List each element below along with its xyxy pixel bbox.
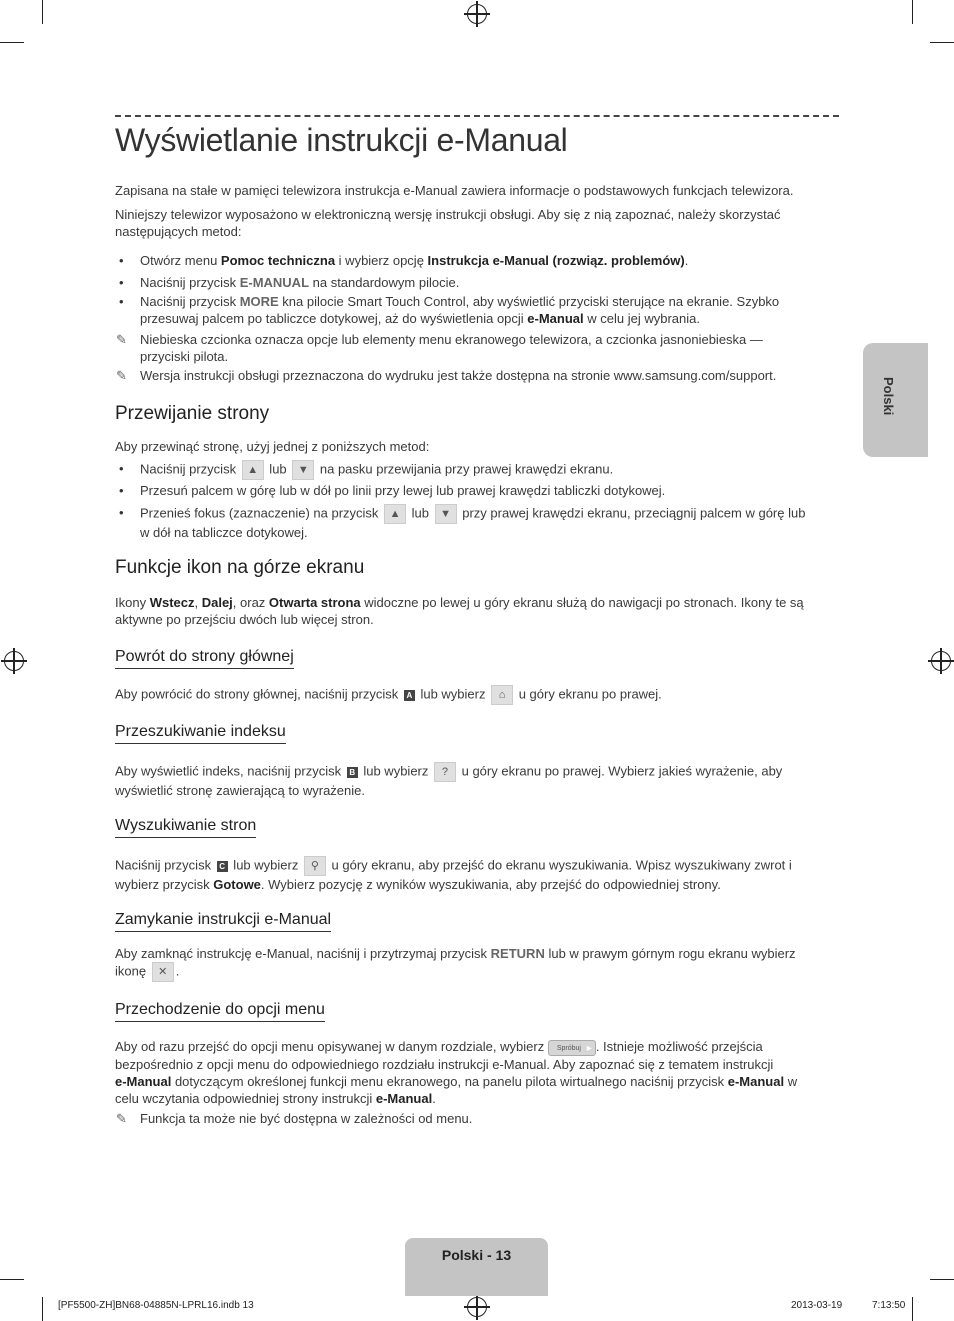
paragraph: Aby od razu przejść do opcji menu opisywanej w danym rozdziale, wybierz Spróbuj ▸ . Istnieje możliwość przejścia bezpośrednio z opcji menu do odpowiedniego rozdziału instrukcji e-Manual. Aby zapoznać się z tematem instrukcji e-Manual dotyczącym określonej funkcji menu ekranowego, na panelu pilota wirtualnego naciśnij przycisk e-Manual w celu wczytania odpowiedniej strony instrukcji e-Manual. — [115, 1038, 840, 1107]
section-heading: Funkcje ikon na górze ekranu — [115, 557, 365, 578]
scroll-up-icon: ▲ — [384, 504, 406, 524]
bullet: • — [119, 275, 124, 290]
note-pencil-icon: ✎ — [116, 332, 127, 347]
bullet: • — [119, 483, 124, 498]
file-info: [PF5500-ZH]BN68-04885N-LPRL16.indb 13 — [58, 1300, 254, 1311]
bullet: • — [119, 294, 124, 309]
note: Niebieska czcionka oznacza opcje lub elementy menu ekranowego telewizora, a czcionka jasnoniebieska — przyciski pilota. — [140, 332, 763, 364]
list-item: Otwórz menu Pomoc techniczna i wybierz opcję Instrukcja e-Manual (rozwiąz. problemów). — [140, 253, 689, 268]
crop-mark — [912, 1297, 913, 1321]
registration-mark-icon — [931, 651, 951, 671]
section-heading: Przewijanie strony — [115, 403, 270, 424]
page-number: Polski - 13 — [441, 1247, 512, 1263]
paragraph: Aby wyświetlić indeks, naciśnij przycisk B lub wybierz ? u góry ekranu po prawej. Wybierz jakieś wyrażenie, aby wyświetlić stronę zawierającą to wyrażenie. — [115, 763, 783, 798]
paragraph: Aby powrócić do strony głównej, naciśnij przycisk A lub wybierz ⌂ u góry ekranu po prawej. — [115, 685, 840, 705]
registration-mark-icon — [4, 651, 24, 671]
paragraph: Naciśnij przycisk C lub wybierz ⚲ u góry ekranu, aby przejść do ekranu wyszukiwania. Wpisz wyszukiwany zwrot i wybierz przycisk Gotowe. Wybierz pozycję z wyników wyszukiwania, aby przejść do odpowiedniej strony. — [115, 857, 792, 892]
try-now-button-icon: Spróbuj ▸ — [548, 1040, 596, 1056]
registration-mark-icon — [467, 4, 487, 24]
button-b-icon: B — [347, 767, 358, 778]
list-item: Naciśnij przycisk E-MANUAL na standardowym pilocie. — [140, 275, 460, 290]
list-item: Naciśnij przycisk MORE kna pilocie Smart Touch Control, aby wyświetlić przyciski sterujące na ekranie. Szybko przesuwaj palcem po tabliczce dotykowej, aż do wyświetlenia opcji e-Manual w celu jej wybrania. — [140, 294, 780, 326]
index-icon: ? — [434, 762, 456, 782]
subsection-heading: Powrót do strony głównej — [115, 648, 294, 669]
crop-mark — [930, 42, 954, 43]
subsection-heading: Przechodzenie do opcji menu — [115, 1001, 325, 1022]
note: Funkcja ta może nie być dostępna w zależności od menu. — [140, 1111, 473, 1126]
print-time: 7:13:50 — [872, 1300, 906, 1311]
bullet: • — [119, 253, 124, 268]
home-icon: ⌂ — [491, 685, 513, 705]
list-item: Przenieś fokus (zaznaczenie) na przycisk ▲ lub ▼ przy prawej krawędzi ekranu, przeciągnij palcem w górę lub w dół na tabliczce dotykowej. — [140, 505, 806, 540]
close-icon: ✕ — [152, 962, 174, 982]
button-c-icon: C — [217, 861, 228, 872]
page-title: Wyświetlanie instrukcji e-Manual — [115, 122, 568, 158]
registration-mark-icon — [467, 1297, 487, 1317]
print-date: 2013-03-19 — [791, 1300, 843, 1311]
note-pencil-icon: ✎ — [116, 368, 127, 383]
bullet: • — [119, 461, 124, 476]
dotted-rule — [115, 115, 839, 117]
list-item: Przesuń palcem w górę lub w dół po linii przy lewej lub prawej krawędzi tabliczki dotykowej. — [140, 483, 666, 498]
note: Wersja instrukcji obsługi przeznaczona do wydruku jest także dostępna na stronie www.samsung.com/support. — [140, 368, 777, 383]
scroll-down-icon: ▼ — [435, 504, 457, 524]
crop-mark — [912, 0, 913, 24]
subsection-heading: Przeszukiwanie indeksu — [115, 723, 286, 744]
crop-mark — [42, 1297, 43, 1321]
paragraph: Aby przewinąć stronę, użyj jednej z poniższych metod: — [115, 439, 430, 454]
subsection-heading: Wyszukiwanie stron — [115, 817, 256, 838]
crop-mark — [0, 42, 24, 43]
subsection-heading: Zamykanie instrukcji e-Manual — [115, 911, 331, 932]
intro-paragraph: Niniejszy telewizor wyposażono w elektroniczną wersję instrukcji obsługi. Aby się z nią zapoznać, należy skorzystać następujących metod: — [115, 207, 781, 239]
paragraph: Ikony Wstecz, Dalej, oraz Otwarta strona widoczne po lewej u góry ekranu służą do nawigacji po stronach. Ikony te są aktywne po przejściu dwóch lub więcej stron. — [115, 595, 804, 627]
intro-paragraph: Zapisana na stałe w pamięci telewizora instrukcja e-Manual zawiera informacje o podstawowych funkcjach telewizora. — [115, 183, 794, 198]
crop-mark — [42, 0, 43, 24]
button-a-icon: A — [404, 690, 415, 701]
paragraph: Aby zamknąć instrukcję e-Manual, naciśnij i przytrzymaj przycisk RETURN lub w prawym górnym rogu ekranu wybierz ikonę ✕ . — [115, 945, 840, 982]
scroll-down-icon: ▼ — [292, 460, 314, 480]
search-icon: ⚲ — [304, 856, 326, 876]
list-item: Naciśnij przycisk ▲ lub ▼ na pasku przewijania przy prawej krawędzi ekranu. — [140, 460, 840, 480]
language-side-tab-label: Polski — [881, 377, 896, 416]
scroll-up-icon: ▲ — [242, 460, 264, 480]
note-pencil-icon: ✎ — [116, 1111, 127, 1126]
crop-mark — [930, 1279, 954, 1280]
crop-mark — [0, 1279, 24, 1280]
bullet: • — [119, 505, 124, 520]
